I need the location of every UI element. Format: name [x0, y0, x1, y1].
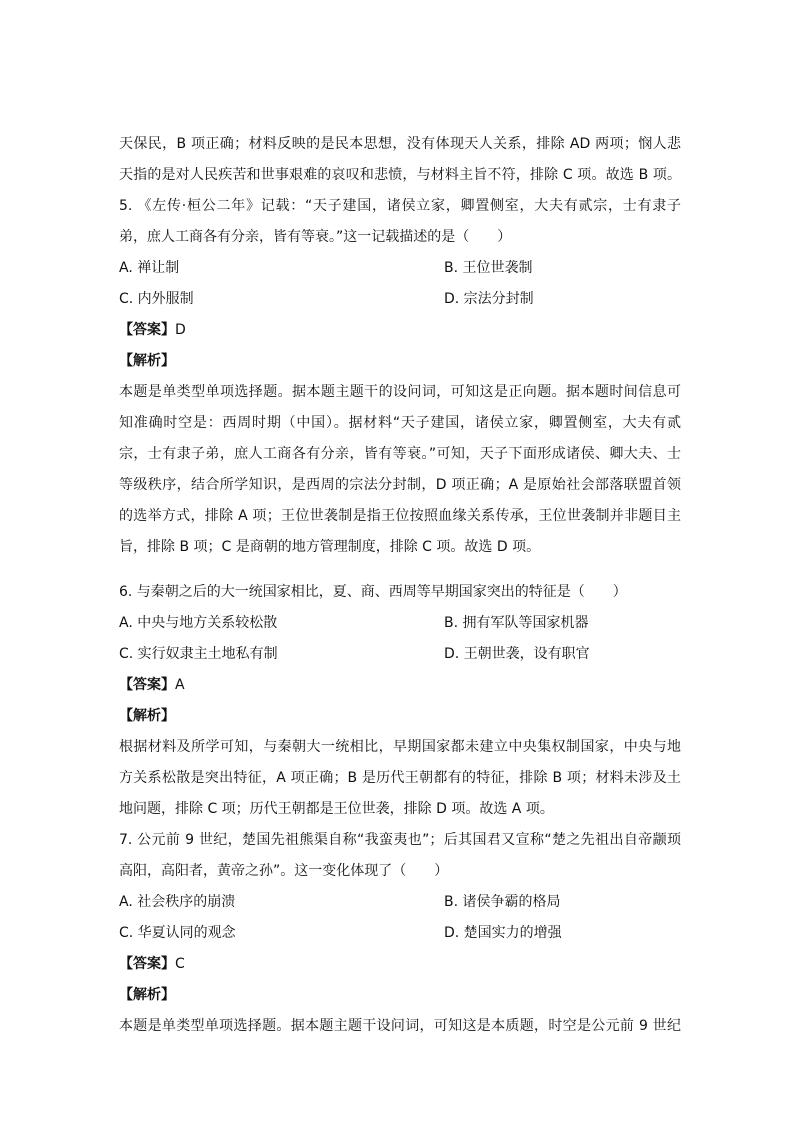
document-page — [119, 129, 681, 1042]
option-d: D. 王朝世袭，设有职官 — [444, 646, 590, 662]
option-row — [119, 253, 681, 284]
answer-value: C — [175, 956, 185, 972]
answer-row — [119, 315, 681, 346]
analysis-line: 方关系松散是突出特征，A 项正确；B 是历代王朝都有的特征，排除 B 项；材料未涉及土 — [119, 770, 681, 786]
question-7 — [119, 825, 681, 1042]
option-b: B. 诸侯争霸的格局 — [444, 894, 561, 910]
question-stem: 高阳，高阳者，黄帝之孙”。这一变化体现了（ ） — [119, 863, 449, 879]
option-row — [119, 639, 681, 670]
question-6 — [119, 577, 681, 825]
question-stem: 6. 与秦朝之后的大一统国家相比，夏、商、西周等早期国家突出的特征是（ ） — [119, 584, 627, 600]
spacer — [119, 563, 681, 577]
analysis-line: 天保民，B 项正确；材料反映的是民本思想，没有体现天人关系，排除 AD 两项；悯人悲 — [119, 136, 681, 152]
option-a: A. 社会秩序的崩溃 — [119, 894, 236, 910]
answer-value: D — [175, 322, 186, 338]
option-b: B. 王位世袭制 — [444, 260, 533, 276]
answer-row — [119, 949, 681, 980]
analysis-line: 的选举方式，排除 A 项；王位世袭制是指王位按照血缘关系传承，王位世袭制并非题目主 — [119, 508, 681, 524]
answer-value: A — [175, 677, 185, 693]
analysis-line: 本题是单类型单项选择题。据本题主题干的设问词，可知这是正向题。据本题时间信息可 — [119, 384, 681, 400]
option-row — [119, 608, 681, 639]
analysis-line: 地问题，排除 C 项；历代王朝都是王位世袭，排除 D 项。故选 A 项。 — [119, 801, 554, 817]
option-b: B. 拥有军队等国家机器 — [444, 615, 589, 631]
analysis-line: 本题是单类型单项选择题。据本题主题干设问词，可知这是本质题，时空是公元前 9 世纪 — [119, 1018, 681, 1034]
analysis-line: 等级秩序，结合所学知识，是西周的宗法分封制，D 项正确；A 是原始社会部落联盟首领 — [119, 477, 681, 493]
answer-row — [119, 670, 681, 701]
option-a: A. 中央与地方关系较松散 — [119, 615, 278, 631]
option-row — [119, 918, 681, 949]
answer-label: 【答案】 — [119, 677, 175, 693]
analysis-line: 天指的是对人民疾苦和世事艰难的哀叹和悲愤，与材料主旨不符，排除 C 项。故选 B 项。 — [119, 167, 681, 183]
analysis-line: 知准确时空是：西周时期（中国）。据材料“天子建国，诸侯立家，卿置侧室，大夫有贰 — [119, 415, 681, 431]
analysis-line: 旨，排除 B 项；C 是商朝的地方管理制度，排除 C 项。故选 D 项。 — [119, 539, 541, 555]
option-d: D. 楚国实力的增强 — [444, 925, 562, 941]
analysis-label: 【解析】 — [119, 708, 175, 724]
option-row — [119, 284, 681, 315]
analysis-line: 根据材料及所学可知，与秦朝大一统相比，早期国家都未建立中央集权制国家，中央与地 — [119, 739, 681, 755]
answer-label: 【答案】 — [119, 322, 175, 338]
question-5 — [119, 191, 681, 563]
analysis-label: 【解析】 — [119, 987, 175, 1003]
question-stem: 弟，庶人工商各有分亲，皆有等衰。”这一记载描述的是（ ） — [119, 229, 512, 245]
option-a: A. 禅让制 — [119, 260, 180, 276]
answer-label: 【答案】 — [119, 956, 175, 972]
analysis-line: 宗，士有隶子弟，庶人工商各有分亲，皆有等衰。”可知，天子下面形成诸侯、卿大夫、士 — [119, 446, 681, 462]
question-stem: 5. 《左传·桓公二年》记载：“天子建国，诸侯立家，卿置侧室，大夫有贰宗，士有隶子 — [119, 198, 681, 214]
option-c: C. 实行奴隶主土地私有制 — [119, 646, 278, 662]
option-c: C. 华夏认同的观念 — [119, 925, 236, 941]
question-stem: 7. 公元前 9 世纪，楚国先祖熊渠自称“我蛮夷也”；后其国君又宣称“楚之先祖出自帝颛顼 — [119, 832, 681, 848]
analysis-label: 【解析】 — [119, 353, 175, 369]
option-c: C. 内外服制 — [119, 291, 194, 307]
option-row — [119, 887, 681, 918]
option-d: D. 宗法分封制 — [444, 291, 534, 307]
